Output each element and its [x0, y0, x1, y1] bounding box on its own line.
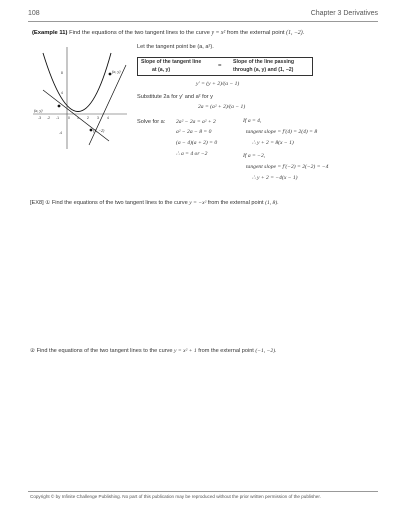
example-curve: y = x²	[211, 30, 226, 36]
case2-condition: If a = −2,	[243, 153, 266, 159]
x-tick: 0	[68, 116, 70, 120]
x-tick: 2	[87, 116, 89, 120]
x-tick: 3	[97, 116, 99, 120]
exercise-1-tail: from the external point	[207, 200, 264, 206]
x-tick: -3	[38, 116, 42, 120]
exercise-1-point: (1, 8).	[265, 200, 279, 206]
exercise-1-label: [EX8] ①	[30, 200, 51, 206]
substitute-instruction: Substitute 2a for y′ and a² for y	[137, 94, 213, 100]
example-point: (1, −2)	[286, 30, 303, 36]
exercise-2-curve: y = x² + 1	[174, 348, 197, 354]
example-text: Find the equations of the two tangent lines to the curve	[69, 30, 210, 36]
exercise-1-curve: y = −x²	[189, 200, 207, 206]
exercise-question-2	[30, 348, 277, 355]
solve-step-2: a² − 2a − 8 = 0	[176, 129, 212, 135]
slope-equation: y′ = (y + 2)/(a − 1)	[196, 81, 240, 87]
solve-step-3: (a − 4)(a + 2) = 0	[176, 140, 218, 146]
tangent-line-1	[89, 65, 126, 145]
footer-divider	[28, 491, 378, 492]
case1-tangent-line: ∴ y + 2 = 8(x − 1)	[252, 140, 294, 146]
x-tick: -2	[47, 116, 51, 120]
slope-condition-box	[137, 57, 313, 76]
label-left-point: (a, y)	[34, 108, 43, 113]
box-equals: =	[218, 63, 222, 69]
case2-slope: tangent slope = f′(−2) = 2(−2) = −4	[246, 164, 329, 170]
copyright-footer: Copyright © by Infinite Challenge Publishing. No part of this publication may be reproduced without the prior written permission of the publisher.	[30, 494, 321, 499]
case2-tangent-line: ∴ y + 2 = −4(x − 1)	[252, 175, 298, 181]
solve-step-1: 2a² − 2a = a² + 2	[176, 119, 216, 125]
case1-slope: tangent slope = f′(4) = 2(4) = 8	[246, 129, 318, 135]
y-tick-8: 8	[61, 71, 63, 75]
example-statement	[32, 30, 304, 37]
substituted-equation: 2a = (a² + 2)/(a − 1)	[198, 104, 246, 110]
label-external-point: (1, −2)	[93, 128, 105, 133]
label-right-point: (a, y)	[112, 69, 121, 74]
solve-step-4: ∴ a = 4 or −2	[176, 151, 208, 157]
tangent-line-2	[43, 90, 109, 141]
exercise-2-point: (−1, −2).	[255, 348, 277, 354]
box-right-line2: through (a, y) and (1, −2)	[233, 67, 294, 73]
y-tick-neg4: -4	[59, 131, 63, 135]
exercise-2-text: Find the equations of the two tangent lines to the curve	[36, 348, 173, 354]
box-left-line1: Slope of the tangent line	[141, 59, 202, 65]
page-number: 108	[28, 10, 40, 17]
tangent-point-right	[109, 73, 112, 76]
box-right-line1: Slope of the line passing	[233, 59, 295, 65]
x-tick: 4	[107, 116, 109, 120]
y-tick-4: 4	[61, 91, 63, 95]
chapter-title: Chapter 3 Derivatives	[310, 10, 378, 17]
example-period: .	[302, 30, 305, 36]
x-tick: -1	[56, 116, 60, 120]
external-point	[90, 129, 93, 132]
example-text-tail: from the external point	[226, 30, 285, 36]
let-tangent-point: Let the tangent point be (a, a²).	[137, 44, 214, 50]
tangent-point-left	[58, 105, 61, 108]
page-header	[28, 10, 378, 21]
parabola-graph	[31, 45, 133, 151]
exercise-2-tail: from the external point	[198, 348, 254, 354]
exercise-1-text: Find the equations of the two tangent lines to the curve	[51, 200, 188, 206]
exercise-2-label: ②	[30, 348, 36, 354]
header-divider	[28, 21, 378, 22]
parabola-curve	[43, 53, 111, 112]
example-label: (Example 11)	[32, 30, 68, 36]
solve-label: Solve for a:	[137, 119, 166, 125]
x-tick: 1	[77, 116, 79, 120]
exercise-question-1	[30, 200, 279, 207]
case1-condition: If a = 4,	[243, 118, 262, 124]
box-left-line2: at (a, y)	[152, 67, 171, 73]
